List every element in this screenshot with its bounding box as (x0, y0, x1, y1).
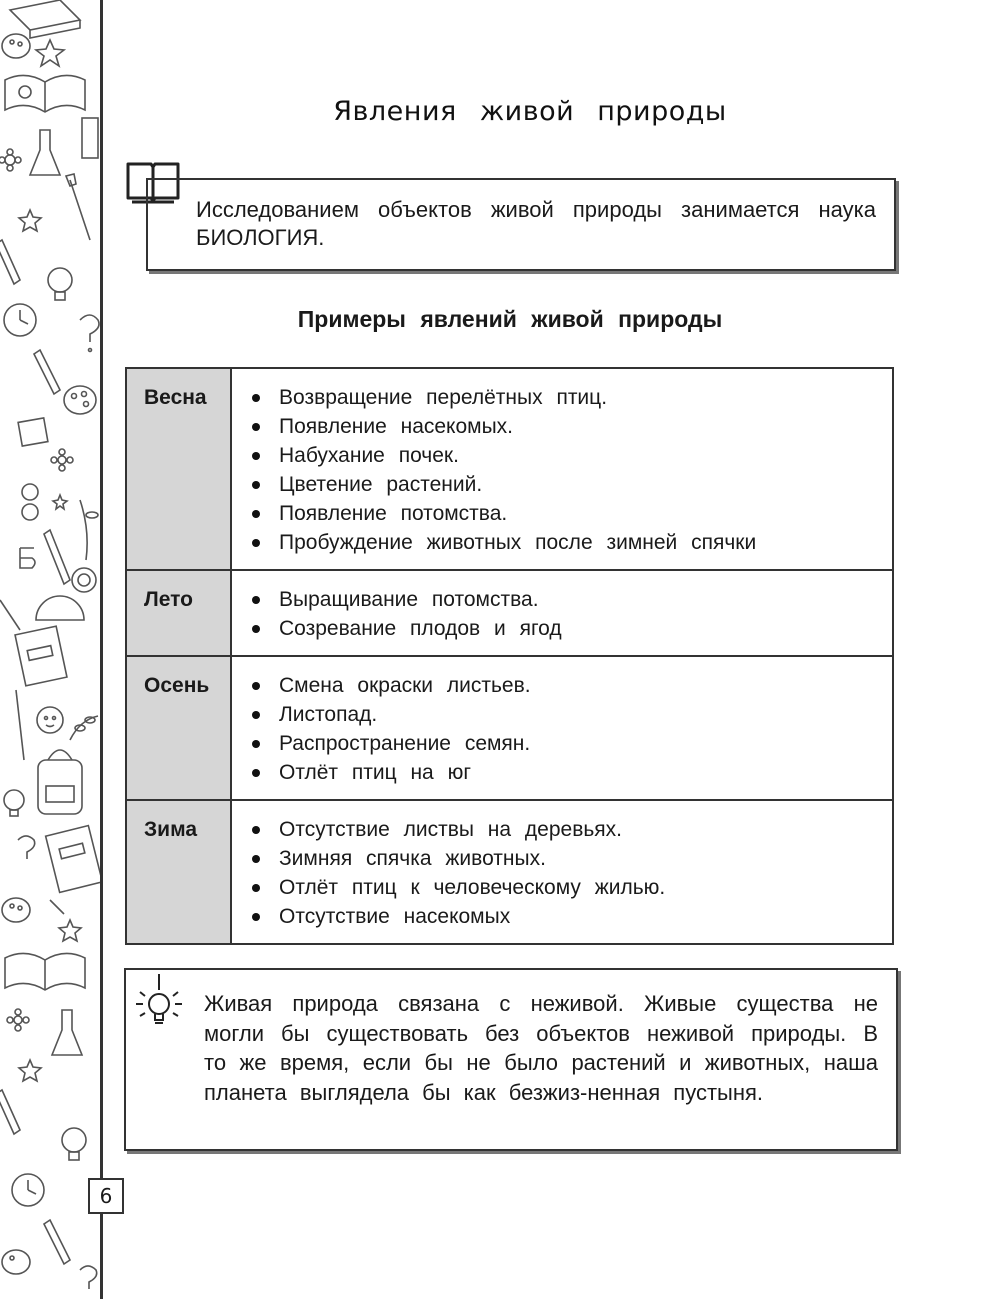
list-item: Выращивание потомства. (252, 585, 882, 614)
list-item: Отсутствие насекомых (252, 902, 882, 931)
list-item: Смена окраски листьев. (252, 671, 882, 700)
list-item: Цветение растений. (252, 470, 882, 499)
season-name: Весна (126, 368, 231, 570)
page-title: Явления живой природы (333, 96, 727, 127)
season-name: Лето (126, 570, 231, 656)
season-items-list (252, 815, 882, 931)
season-items-cell (231, 800, 893, 944)
fact-box (124, 968, 898, 1151)
season-items-list (252, 585, 882, 643)
list-item: Появление насекомых. (252, 412, 882, 441)
table-row (126, 800, 893, 944)
season-items-cell (231, 368, 893, 570)
lightbulb-icon (134, 974, 184, 1034)
page-number: 6 (88, 1178, 124, 1214)
list-item: Распространение семян. (252, 729, 882, 758)
definition-text: Исследованием объектов живой природы занимается наука БИОЛОГИЯ. (196, 197, 876, 250)
season-items-list (252, 383, 882, 557)
list-item: Набухание почек. (252, 441, 882, 470)
table-row (126, 368, 893, 570)
examples-subtitle: Примеры явлений живой природы (297, 306, 723, 332)
list-item: Появление потомства. (252, 499, 882, 528)
season-name: Зима (126, 800, 231, 944)
doodle-sidebar (0, 0, 103, 1299)
list-item: Отсутствие листвы на деревьях. (252, 815, 882, 844)
list-item: Зимняя спячка животных. (252, 844, 882, 873)
fact-text: Живая природа связана с неживой. Живые существа не могли бы существовать без объектов неживой природы. В то же время, если бы не было растений и животных, наша планета выглядела бы как безжиз-ненная пустыня. (204, 991, 878, 1105)
list-item: Листопад. (252, 700, 882, 729)
school-doodles-icon (0, 0, 100, 1299)
table-row (126, 570, 893, 656)
list-item: Пробуждение животных после зимней спячки (252, 528, 882, 557)
list-item: Отлёт птиц на юг (252, 758, 882, 787)
definition-box (146, 178, 896, 271)
seasons-table (125, 367, 894, 945)
list-item: Созревание плодов и ягод (252, 614, 882, 643)
season-items-cell (231, 570, 893, 656)
season-name: Осень (126, 656, 231, 800)
season-items-list (252, 671, 882, 787)
season-items-cell (231, 656, 893, 800)
list-item: Возвращение перелётных птиц. (252, 383, 882, 412)
list-item: Отлёт птиц к человеческому жилью. (252, 873, 882, 902)
table-row (126, 656, 893, 800)
